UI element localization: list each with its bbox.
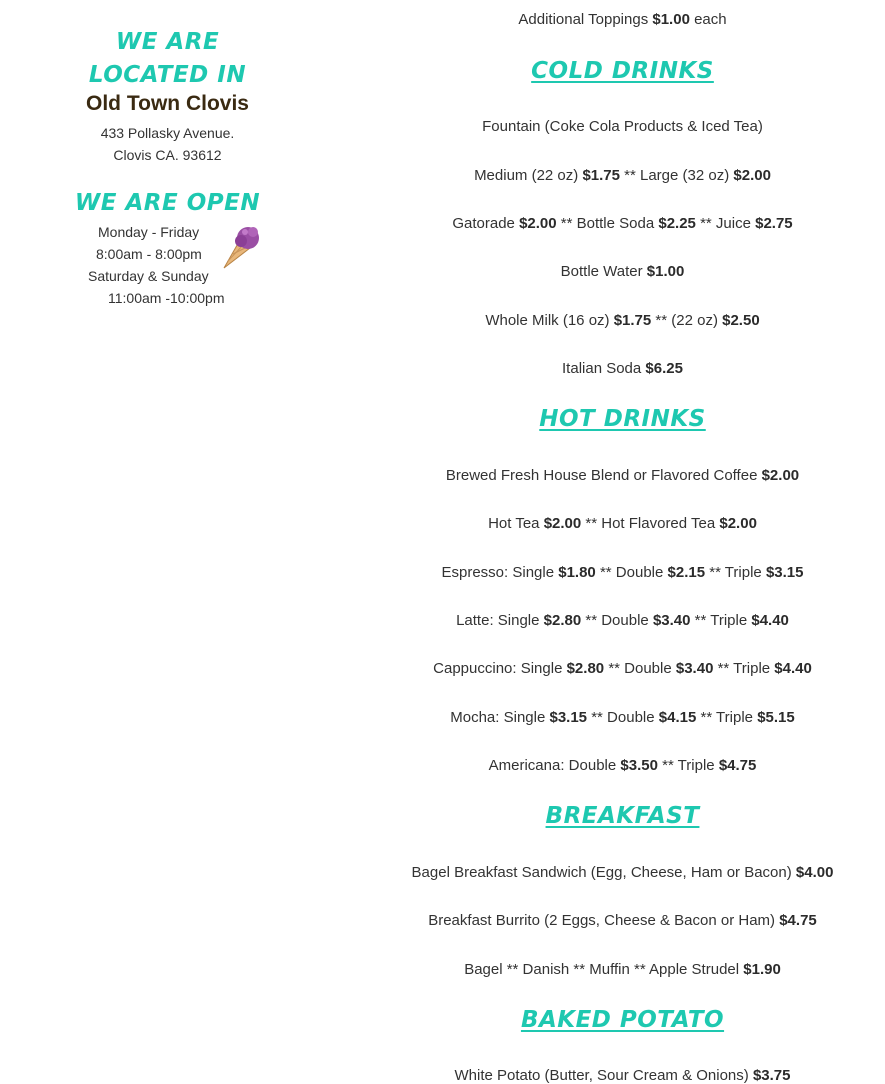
mocha: Mocha: Single $3.15 ** Double $4.15 ** Triple $5.15 bbox=[450, 709, 795, 726]
hot-tea: Hot Tea $2.00 ** Hot Flavored Tea $2.00 bbox=[488, 515, 757, 532]
open-heading: WE ARE OPEN bbox=[74, 190, 261, 216]
ice-cream-cone-icon bbox=[218, 220, 264, 272]
weekend-label: Saturday & Sunday bbox=[88, 268, 209, 284]
fountain-item: Fountain (Coke Cola Products & Iced Tea) bbox=[482, 118, 763, 135]
cold-drinks-heading: COLD DRINKS bbox=[531, 58, 714, 84]
latte: Latte: Single $2.80 ** Double $3.40 ** Triple $4.40 bbox=[456, 612, 789, 629]
italian-soda: Italian Soda $6.25 bbox=[562, 360, 683, 377]
bagel-sandwich: Bagel Breakfast Sandwich (Egg, Cheese, Ham or Bacon) $4.00 bbox=[411, 864, 834, 881]
bottle-water: Bottle Water $1.00 bbox=[560, 263, 685, 280]
cappuccino: Cappuccino: Single $2.80 ** Double $3.40 ** Triple $4.40 bbox=[433, 660, 812, 677]
whole-milk: Whole Milk (16 oz) $1.75 ** (22 oz) $2.50 bbox=[485, 312, 760, 329]
located-heading: WE ARE LOCATED IN bbox=[88, 29, 247, 88]
fountain-sizes: Medium (22 oz) $1.75 ** Large (32 oz) $2.00 bbox=[474, 167, 771, 184]
pastries: Bagel ** Danish ** Muffin ** Apple Strudel $1.90 bbox=[464, 961, 781, 978]
espresso: Espresso: Single $1.80 ** Double $2.15 ** Triple $3.15 bbox=[441, 564, 804, 581]
address-line-2: Clovis CA. 93612 bbox=[113, 147, 222, 163]
breakfast-burrito: Breakfast Burrito (2 Eggs, Cheese & Bacon or Ham) $4.75 bbox=[428, 912, 817, 929]
weekdays-label: Monday - Friday bbox=[98, 224, 200, 240]
breakfast-heading: BREAKFAST bbox=[545, 803, 700, 829]
brewed-coffee: Brewed Fresh House Blend or Flavored Coffee $2.00 bbox=[445, 467, 800, 484]
bottled-drinks: Gatorade $2.00 ** Bottle Soda $2.25 ** Juice $2.75 bbox=[452, 215, 793, 232]
additional-toppings: Additional Toppings $1.00 each bbox=[518, 11, 727, 28]
address-line-1: 433 Pollasky Avenue. bbox=[100, 125, 235, 141]
hot-drinks-heading: HOT DRINKS bbox=[539, 406, 706, 432]
white-potato: White Potato (Butter, Sour Cream & Onions) $3.75 bbox=[454, 1067, 791, 1084]
weekdays-time: 8:00am - 8:00pm bbox=[96, 246, 202, 262]
weekend-time: 11:00am -10:00pm bbox=[108, 290, 225, 306]
americana: Americana: Double $3.50 ** Triple $4.75 bbox=[488, 757, 757, 774]
baked-potato-heading: BAKED POTATO bbox=[520, 1007, 725, 1033]
town-name: Old Town Clovis bbox=[86, 92, 249, 115]
